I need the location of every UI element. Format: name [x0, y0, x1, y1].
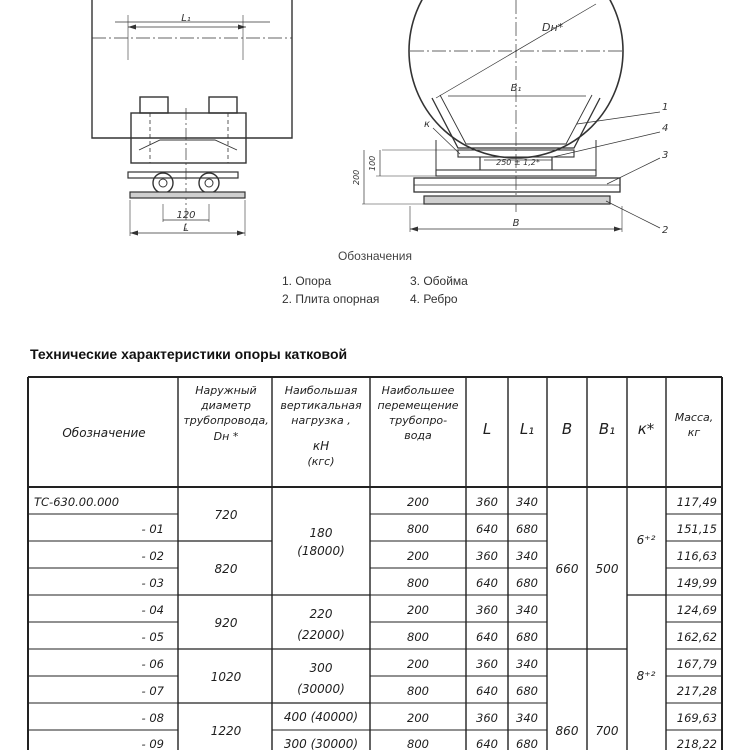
- cell-l1: 680: [516, 684, 538, 698]
- cell-move: 200: [407, 657, 429, 671]
- cell-l: 360: [476, 657, 498, 671]
- front-view: [362, 0, 660, 232]
- header-move-l3: трубопро-: [388, 414, 448, 427]
- cell-move: 200: [407, 711, 429, 725]
- label-100: 100: [368, 155, 377, 171]
- cell-load-kn: 180: [309, 526, 333, 540]
- cell-l: 360: [476, 549, 498, 563]
- cell-l1: 680: [516, 737, 538, 750]
- cell-mass: 169,63: [676, 711, 717, 725]
- cell-l1: 680: [516, 576, 538, 590]
- cell-l1: 680: [516, 522, 538, 536]
- cell-l1: 340: [516, 495, 538, 509]
- engineering-drawing: [0, 0, 750, 245]
- cell-mass: 167,79: [676, 657, 717, 671]
- callout-2: 2: [662, 225, 669, 236]
- cell-designation: - 07: [141, 684, 164, 698]
- legend-item-clamp: 3. Обойма: [410, 274, 468, 288]
- cell-load-kgf: (18000): [297, 544, 345, 558]
- cell-l1: 340: [516, 657, 538, 671]
- header-designation: Обозначение: [62, 426, 146, 440]
- cell-move: 200: [407, 495, 429, 509]
- cell-l1: 340: [516, 711, 538, 725]
- label-b: B: [512, 218, 520, 229]
- cell-l: 360: [476, 603, 498, 617]
- callout-1: 1: [662, 102, 669, 113]
- header-load-l1: Наибольшая: [284, 384, 358, 397]
- header-move-l1: Наибольшее: [381, 384, 455, 397]
- cell-move: 800: [407, 737, 429, 750]
- legend-item-rib: 4. Ребро: [410, 292, 458, 306]
- header-k: к*: [637, 420, 655, 438]
- cell-mass: 149,99: [676, 576, 717, 590]
- header-mass-l1: Масса,: [674, 411, 714, 424]
- legend-item-base-plate: 2. Плита опорная: [282, 292, 380, 306]
- cell-move: 800: [407, 522, 429, 536]
- cell-l1: 340: [516, 603, 538, 617]
- label-tolerance: 250 ± 1,2*: [496, 158, 540, 167]
- label-l1: L₁: [181, 13, 191, 24]
- header-l: L: [482, 420, 492, 438]
- cell-l: 360: [476, 711, 498, 725]
- legend-title: Обозначения: [337, 249, 413, 263]
- cell-designation: - 04: [141, 603, 164, 617]
- cell-designation: - 05: [141, 630, 164, 644]
- header-diameter-l3: трубопровода,: [183, 414, 269, 427]
- cell-designation: ТС-630.00.000: [34, 495, 120, 509]
- cell-l: 640: [476, 522, 498, 536]
- header-load-l5: (кгс): [307, 455, 335, 468]
- cell-designation: - 03: [141, 576, 164, 590]
- cell-designation: - 09: [141, 737, 164, 750]
- cell-l: 640: [476, 737, 498, 750]
- header-b1: B₁: [598, 420, 616, 438]
- legend-item-support: 1. Опора: [282, 274, 332, 288]
- header-move-l2: перемещение: [377, 399, 459, 412]
- cell-l: 640: [476, 576, 498, 590]
- cell-load-combined: 400 (40000): [283, 710, 359, 724]
- header-diameter-l1: Наружный: [195, 384, 257, 397]
- cell-load-combined: 300 (30000): [283, 737, 359, 750]
- cell-l1: 680: [516, 630, 538, 644]
- cell-b1: 500: [595, 562, 619, 576]
- header-load-l4: кН: [312, 439, 330, 453]
- cell-b1: 700: [595, 724, 619, 738]
- cell-designation: - 01: [141, 522, 164, 536]
- section-title: Технические характеристики опоры катковой: [30, 346, 348, 362]
- cell-load-kgf: (30000): [297, 682, 345, 696]
- label-b1: B₁: [510, 83, 522, 94]
- cell-l: 360: [476, 495, 498, 509]
- cell-mass: 117,49: [676, 495, 717, 509]
- cell-diameter: 920: [214, 616, 238, 630]
- cell-mass: 116,63: [676, 549, 717, 563]
- cell-mass: 151,15: [676, 522, 717, 536]
- label-120: 120: [176, 210, 196, 221]
- spec-table: [0, 374, 750, 750]
- cell-move: 800: [407, 576, 429, 590]
- cell-move: 800: [407, 630, 429, 644]
- side-view: [92, 0, 292, 236]
- cell-mass: 217,28: [676, 684, 717, 698]
- cell-load-kn: 300: [309, 661, 333, 675]
- cell-designation: - 08: [141, 711, 164, 725]
- label-k: к: [424, 119, 431, 130]
- header-load-l2: вертикальная: [280, 399, 362, 412]
- cell-mass: 124,69: [676, 603, 717, 617]
- cell-k: 8⁺²: [636, 669, 656, 683]
- cell-diameter: 1020: [210, 670, 242, 684]
- cell-diameter: 720: [214, 508, 238, 522]
- label-dn: Dн*: [542, 21, 564, 34]
- cell-b: 860: [555, 724, 579, 738]
- label-l: L: [183, 223, 189, 234]
- header-diameter-l2: диаметр: [201, 399, 251, 412]
- cell-designation: - 02: [141, 549, 164, 563]
- cell-l1: 340: [516, 549, 538, 563]
- cell-mass: 162,62: [676, 630, 717, 644]
- label-200: 200: [352, 169, 361, 185]
- header-load-l3: нагрузка ,: [291, 414, 351, 427]
- cell-designation: - 06: [141, 657, 164, 671]
- callout-4: 4: [662, 123, 669, 134]
- header-mass-l2: кг: [687, 426, 701, 439]
- cell-mass: 218,22: [676, 737, 717, 750]
- cell-l: 640: [476, 684, 498, 698]
- cell-b: 660: [555, 562, 579, 576]
- cell-move: 200: [407, 603, 429, 617]
- cell-move: 800: [407, 684, 429, 698]
- header-move-l4: вода: [404, 429, 432, 442]
- header-diameter-l4: Dн *: [213, 430, 239, 443]
- callout-3: 3: [662, 150, 669, 161]
- cell-load-kn: 220: [309, 607, 333, 621]
- cell-k: 6⁺²: [636, 533, 656, 547]
- header-b: B: [561, 420, 573, 438]
- cell-l: 640: [476, 630, 498, 644]
- cell-diameter: 1220: [210, 724, 242, 738]
- cell-move: 200: [407, 549, 429, 563]
- cell-diameter: 820: [214, 562, 238, 576]
- cell-load-kgf: (22000): [297, 628, 345, 642]
- header-l1: L₁: [519, 420, 535, 438]
